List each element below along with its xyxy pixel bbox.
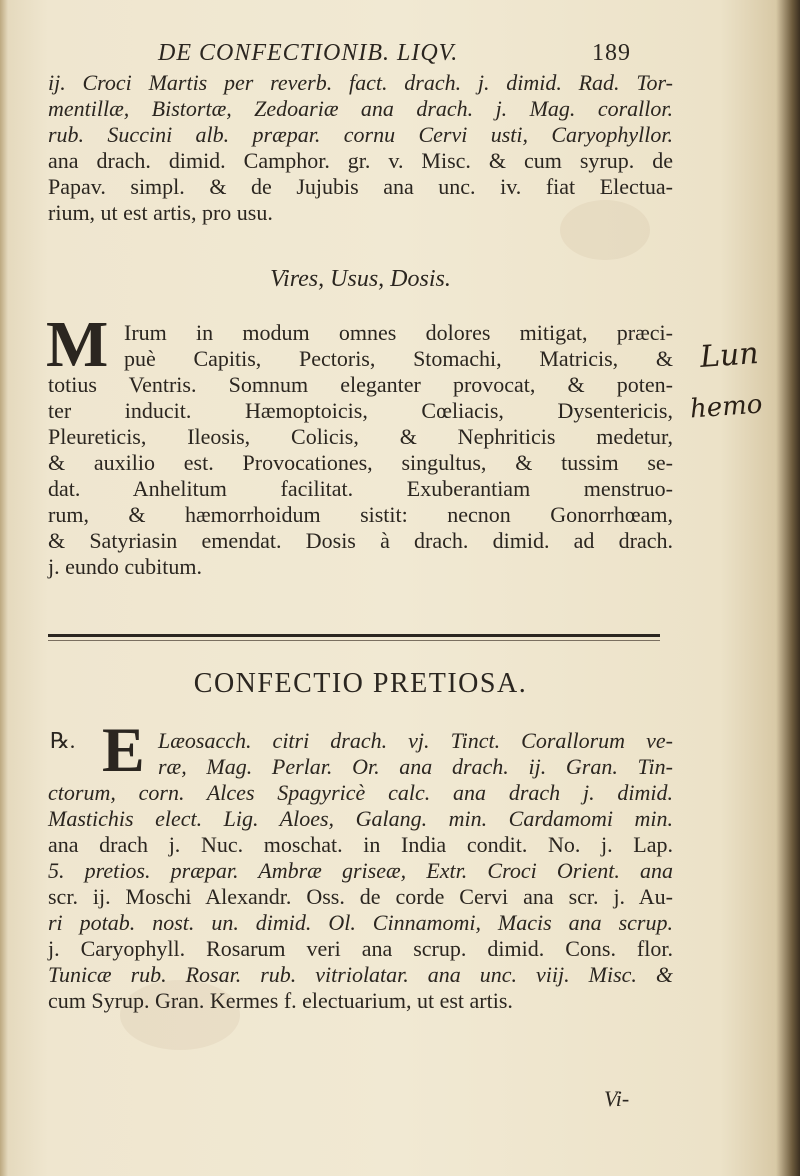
- recipe-body: [48, 780, 673, 1014]
- section-heading: Vires, Usus, Dosis.: [270, 266, 451, 292]
- running-header: [158, 40, 658, 67]
- text-line: Pleureticis, Ileosis, Colicis, & Nephriticis medetur,: [48, 424, 673, 449]
- text-line: mentillæ, Bistortæ, Zedoariæ ana drach. j. Mag. corallor.: [48, 96, 673, 121]
- text-line: ij. Croci Martis per reverb. fact. drach. j. dimid. Rad. Tor-: [48, 70, 673, 95]
- running-title: DE CONFECTIONIB. LIQV.: [158, 40, 459, 66]
- text-line: ri potab. nost. un. dimid. Ol. Cinnamomi, Macis ana scrup.: [48, 910, 673, 935]
- text-line: Papav. simpl. & de Jujubis ana unc. iv. fiat Electua-: [48, 174, 673, 199]
- recipe-symbol: ℞.: [50, 728, 76, 753]
- text-line: 5. pretios. præpar. Ambræ griseæ, Extr. Croci Orient. ana: [48, 858, 673, 883]
- text-line: cum Syrup. Gran. Kermes f. electuarium, ut est artis.: [48, 988, 513, 1013]
- recipe-title: CONFECTIO PRETIOSA.: [193, 668, 528, 699]
- text-line: Mastichis elect. Lig. Aloes, Galang. min. Cardamomi min.: [48, 806, 673, 831]
- text-line: & Satyriasin emendat. Dosis à drach. dimid. ad drach.: [48, 528, 673, 553]
- drop-cap-e: E: [102, 714, 145, 785]
- section-rule: [48, 634, 660, 637]
- text-line: ter inducit. Hæmoptoicis, Cœliacis, Dysentericis,: [48, 398, 673, 423]
- text-line: ana drach. dimid. Camphor. gr. v. Misc. & cum syrup. de: [48, 148, 673, 173]
- text-line: & auxilio est. Provocationes, singultus, & tussim se-: [48, 450, 673, 475]
- text-line: Tunicæ rub. Rosar. rub. vitriolatar. ana unc. viij. Misc. &: [48, 962, 673, 987]
- text-line: Irum in modum omnes dolores mitigat, præci-: [124, 320, 673, 345]
- body-text: [48, 372, 673, 580]
- text-line: rub. Succini alb. præpar. cornu Cervi usti, Caryophyllor.: [48, 122, 673, 147]
- text-line: j. eundo cubitum.: [48, 554, 202, 579]
- text-line: rium, ut est artis, pro usu.: [48, 200, 273, 225]
- text-line: scr. ij. Moschi Alexandr. Oss. de corde Cervi ana scr. j. Au-: [48, 884, 673, 909]
- recipe-continuation: [48, 70, 673, 226]
- text-line: dat. Anhelitum facilitat. Exuberantiam menstruo-: [48, 476, 673, 501]
- text-line: ana drach j. Nuc. moschat. in India condit. No. j. Lap.: [48, 832, 673, 857]
- body-indented: [124, 320, 673, 372]
- page-gutter-shadow: [0, 0, 8, 1176]
- recipe-indented: [158, 728, 673, 780]
- section-rule-thin: [48, 640, 660, 641]
- handwritten-note: hemo: [689, 389, 764, 425]
- text-line: rum, & hæmorrhoidum sistit: necnon Gonorrhœam,: [48, 502, 673, 527]
- text-line: j. Caryophyll. Rosarum veri ana scrup. dimid. Cons. flor.: [48, 936, 673, 961]
- text-line: Læosacch. citri drach. vj. Tinct. Corallorum ve-: [158, 728, 673, 753]
- page-number: 189: [592, 40, 631, 66]
- text-line: puè Capitis, Pectoris, Stomachi, Matricis, &: [124, 346, 673, 371]
- text-line: ræ, Mag. Perlar. Or. ana drach. ij. Gran. Tin-: [158, 754, 673, 779]
- drop-cap-m: M: [46, 308, 109, 381]
- text-line: ctorum, corn. Alces Spagyricè calc. ana drach j. dimid.: [48, 780, 673, 805]
- catchword: Vi-: [604, 1086, 630, 1111]
- text-line: totius Ventris. Somnum eleganter provocat, & poten-: [48, 372, 673, 397]
- handwritten-note: Lun: [698, 335, 760, 376]
